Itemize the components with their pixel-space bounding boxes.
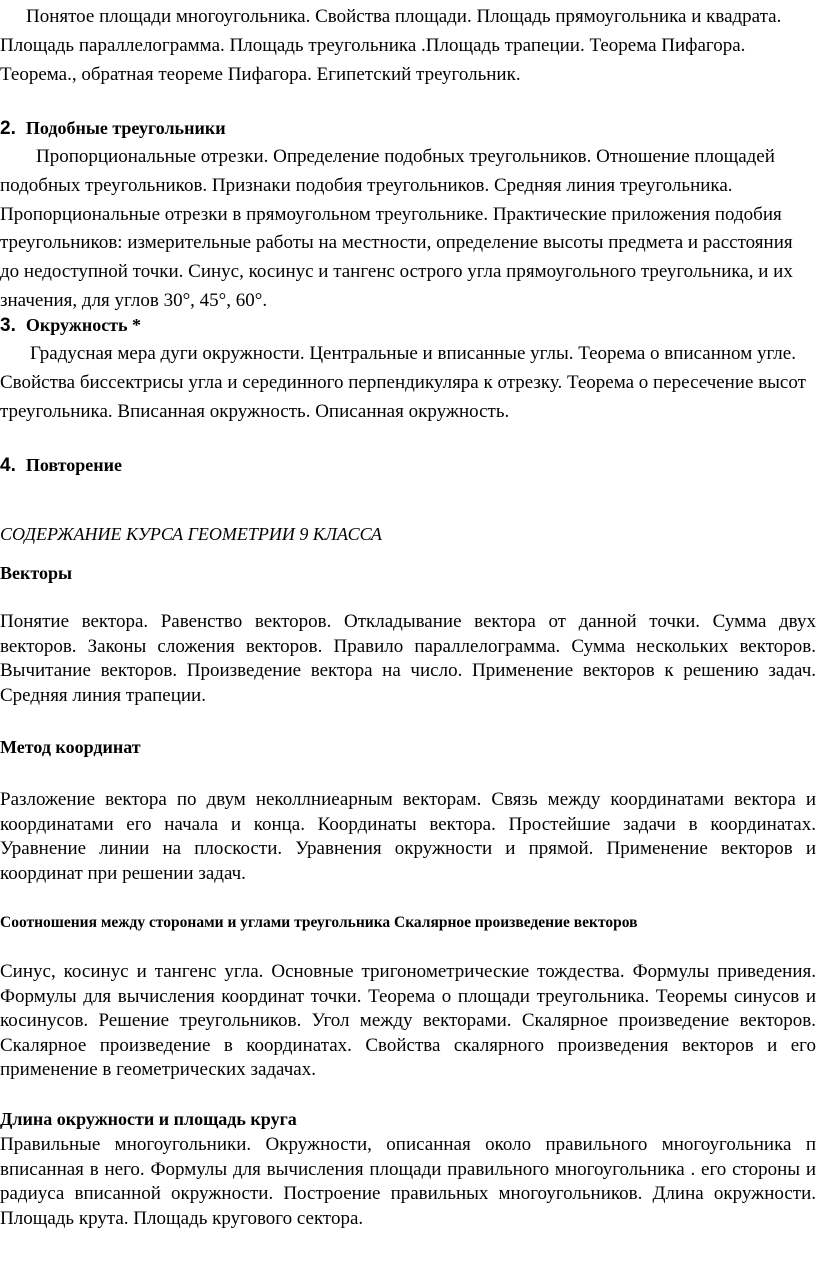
- course-title: СОДЕРЖАНИЕ КУРСА ГЕОМЕТРИИ 9 КЛАССА: [0, 524, 382, 544]
- heading-number: 4.: [0, 455, 16, 476]
- heading-text: Повторение: [25, 455, 123, 475]
- heading-text: Окружность *: [25, 315, 142, 335]
- heading-similar-triangles: [0, 114, 816, 143]
- section-heading-coordinates: Метод координат: [0, 737, 141, 757]
- section-heading-vectors: Векторы: [0, 563, 73, 583]
- heading-circle: [0, 311, 816, 340]
- heading-number: 3.: [0, 315, 16, 336]
- circle-paragraph: Градусная мера дуги окружности. Центральные и вписанные углы. Теорема о вписанном угле. Свойства биссектрисы угла и серединного перпендикуляра к отрезку. Теорема о пересечение высот треугольника. Вписанная окружность. Описанная окружность.: [0, 343, 806, 422]
- section-text-coordinates: Разложение вектора по двум неколлниеарным векторам. Связь между координатами вектора и координатами его начала и конца. Координаты вектора. Простейшие задачи в координатах. Уравнение линии на плоскости. Уравнения окружности и прямой. Применение векторов и координат при решении задач.: [0, 789, 816, 884]
- section-text-vectors: Понятие вектора. Равенство векторов. Откладывание вектора от данной точки. Сумма двух векторов. Законы сложения векторов. Правило параллелограмма. Сумма нескольких векторов. Вычитание векторов. Произведение вектора на число. Применение векторов к решению задач. Средняя линия трапеции.: [0, 611, 816, 706]
- heading-review: [0, 451, 816, 480]
- area-paragraph: Понятое площади многоугольника. Свойства площади. Площадь прямоугольника и квадрата. Площадь параллелограмма. Площадь треугольника .Площадь трапеции. Теорема Пифагора. Теорема., обратная теореме Пифагора. Египетский треугольник.: [0, 6, 782, 85]
- section-text-ratios: Синус, косинус и тангенс угла. Основные тригонометрические тождества. Формулы приведения. Формулы для вычисления координат точки. Теорема о площади треугольника. Теоремы синусов и косинусов. Решение треугольников. Угол между векторами. Скалярное произведение векторов. Скалярное произведение в координатах. Свойства скалярного произведения векторов и его применение в геометрических задачах.: [0, 961, 816, 1081]
- similar-triangles-paragraph: Пропорциональные отрезки. Определение подобных треугольников. Отношение площадей подобных треугольников. Признаки подобия треугольников. Средняя линия треугольника. Пропорциональные отрезки в прямоугольном треугольнике. Практические приложения подобия треугольников: измерительные работы на местности, определение высоты предмета и расстояния до недоступной точки. Синус, косинус и тангенс острого угла прямоугольного треугольника, и их значения, для углов 30°, 45°, 60°.: [0, 146, 793, 311]
- heading-number: 2.: [0, 118, 16, 139]
- section-heading-ratios: Соотношения между сторонами и углами треугольника Скалярное произведение векторов: [0, 914, 638, 931]
- section-heading-circumference: Длина окружности и площадь круга: [0, 1109, 297, 1129]
- heading-text: Подобные треугольники: [25, 118, 226, 138]
- section-text-circumference: Правильные многоугольники. Окружности, описанная около правильного многоугольника п вписанная в него. Формулы для вычисления площади правильного многоугольника . его стороны и радиуса вписанной окружности. Построение правильных многоугольников. Длина окружности. Площадь крута. Площадь кругового сектора.: [0, 1134, 816, 1229]
